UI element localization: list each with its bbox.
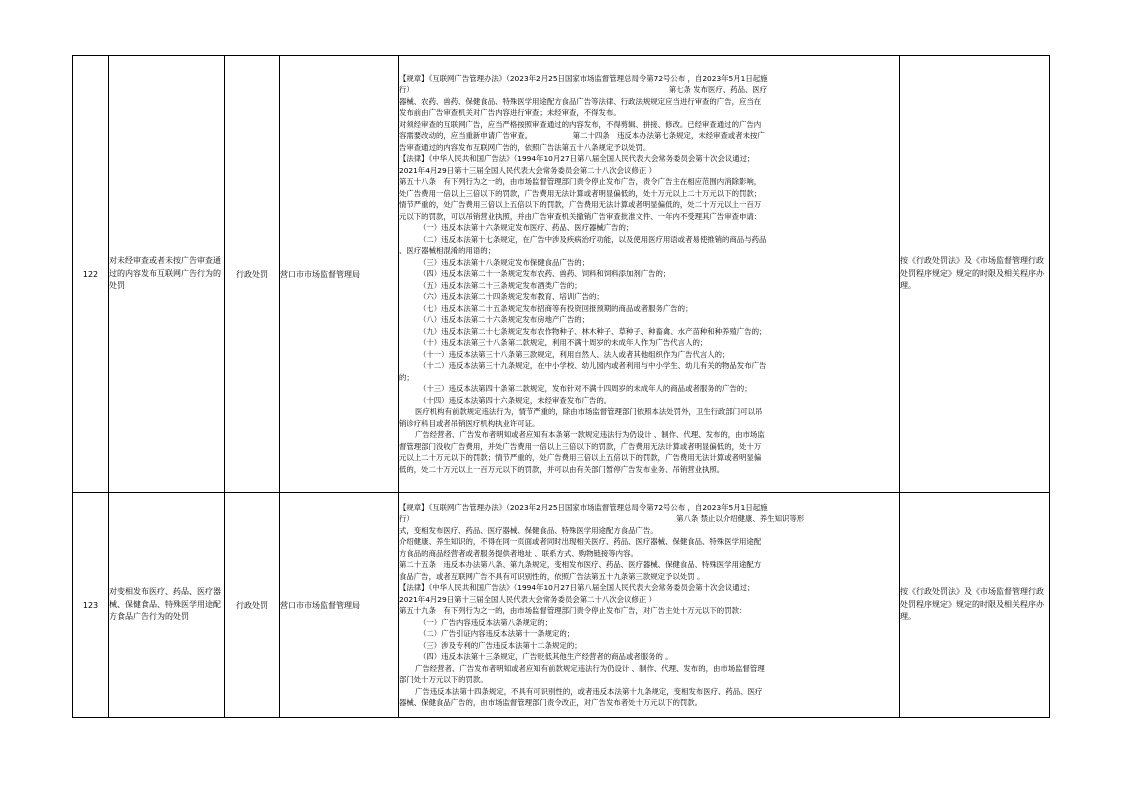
department: 营口市市场监督管理局 xyxy=(280,56,399,493)
table-row xyxy=(73,56,1050,493)
basis-line: 部门处十万元以下的罚款。 xyxy=(399,675,488,684)
basis-line: 、医疗器械相混淆的用语的； xyxy=(399,246,496,256)
basis-line: 食品广告，或者互联网广告不具有可识别性的，依照广告法第五十九条第三款规定予以处罚 。 xyxy=(399,571,705,581)
basis-line: （十四）违反本法第四十六条规定，未经审查发布广告的。 xyxy=(419,395,612,405)
basis-line: 对须经审查的互联网广告，应当严格按照审查通过的内容发布，不得剪辑、拼接、修改。已经审查通过的广告内 xyxy=(399,119,762,129)
basis-line: （四）违反本法第十三条规定，广告贬低其他生产经营者的商品或者服务的 。 xyxy=(419,652,673,661)
basis-line: （十一）违反本法第三十八条第三款规定，利用自然人、法人或者其他组织作为广告代言人的； xyxy=(419,349,730,359)
row-number: 122 xyxy=(73,56,109,493)
basis-line: （六）违反本法第二十四条规定发布教育、培训广告的； xyxy=(419,292,604,302)
basis-line: （十）违反本法第三十八条第二款规定，利用不满十周岁的未成年人作为广告代言人的； xyxy=(419,338,708,348)
basis-line: （五）违反本法第二十三条规定发布酒类广告的； xyxy=(419,280,582,290)
basis-line: （四）违反本法第二十一条规定发布农药、兽药、饲料和饲料添加剂广告的； xyxy=(419,269,671,279)
basis-line: 低的，处二十万元以上一百万元以下的罚款，并可以由有关部门暂停广告发布业务、吊销营业执照。 xyxy=(399,464,725,474)
basis-line: 广告经营者、广告发布者明知或者应知有本条第一款规定违法行为仍设计 、制作、代理、发布的，由市场监 xyxy=(415,430,765,440)
basis-line: 式，变相发布医疗、药品、医疗器械、保健食品、特殊医学用途配方食品广告。 xyxy=(399,525,658,535)
basis-line: （三）涉及专利的广告违反本法第十二条规定的； xyxy=(419,640,582,650)
basis-line: 处广告费用一倍以上三倍以下的罚款，广告费用无法计算或者明显偏低的，处十万元以上二十万元以下的罚款； xyxy=(399,188,762,198)
basis-line: 行） 第八条 禁止以介绍健康、养生知识等形 xyxy=(399,514,805,523)
basis-line: （七）违反本法第二十五条规定发布招商等有投资回报预期的商品或者服务广告的； xyxy=(419,303,693,313)
basis-line: （九）违反本法第二十七条规定发布农作物种子、林木种子、草种子、种畜禽、水产苗种和种养殖广告的； xyxy=(419,326,767,336)
item-type: 行政处罚 xyxy=(225,56,280,493)
basis-line: （一）广告内容违反本法第八条规定的； xyxy=(419,617,553,627)
basis-line: 第二十五条 违反本办法第八条、第九条规定，变相发布医疗、药品、医疗器械、保健食品、特殊医学用途配方 xyxy=(399,560,762,569)
basis-line: 方食品的商品经营者或者服务提供者地址 、联系方式、购物链接等内容。 xyxy=(399,548,638,558)
basis-line: 【法律】《中华人民共和国广告法》（1994年10月27日第八届全国人民代表大会常务委员会第十次会议通过； xyxy=(399,154,755,164)
procedure-note: 按《行政处罚法》及《市场监督管理行政处罚程序规定》规定的时限及相关程序办理。 xyxy=(900,56,1050,493)
basis-line: 器械、农药、兽药、保健食品、特殊医学用途配方食品广告等法律、行政法规规定应当进行审查的广告，应当在 xyxy=(399,96,762,106)
item-type: 行政处罚 xyxy=(225,493,280,718)
basis-line: 行） 第七条 发布医疗、药品、医疗 xyxy=(399,85,768,95)
basis-line: 销诊疗科目或者吊销医疗机构执业许可证。 xyxy=(399,418,540,428)
procedure-note: 按《行政处罚法》及《市场监督管理行政处罚程序规定》规定的时限及相关程序办理。 xyxy=(900,493,1050,718)
basis-line: 第五十九条 有下列行为之一的，由市场监督管理部门责令停止发布广告，对广告主处十万元以下的罚款： xyxy=(399,606,747,615)
basis-line: （二）广告引证内容违反本法第十一条规定的； xyxy=(419,629,575,638)
basis-line: 【法律】《中华人民共和国广告法》（1994年10月27日第八届全国人民代表大会常务委员会第十次会议通过； xyxy=(399,583,755,592)
basis-line: 发布前由广告审查机关对广告内容进行审查；未经审查，不得发布。 xyxy=(399,108,621,118)
item-name: 对变相发布医疗、药品、医疗器械、保健食品、特殊医学用途配方食品广告行为的处罚 xyxy=(109,493,225,718)
legal-basis xyxy=(399,56,900,493)
basis-line: （一）违反本法第十六条规定发布医疗、药品、医疗器械广告的； xyxy=(419,223,634,233)
basis-line: 元以上二十万元以下的罚款；情节严重的，处广告费用三倍以上五倍以下的罚款，广告费用无法计算或者明显偏 xyxy=(399,453,762,463)
basis-line: 督管理部门没收广告费用，并处广告费用一倍以上三倍以下的罚款，广告费用无法计算或者明显偏低的，处十万 xyxy=(399,441,762,451)
basis-line: （十三）违反本法第四十条第二款规定，发布针对不满十四周岁的未成年人的商品或者服务的广告的； xyxy=(419,384,752,394)
legal-basis xyxy=(399,493,900,718)
basis-line: 广告违反本法第十四条规定，不具有可识别性的，或者违反本法第十九条规定，变相发布医疗、药品、医疗 xyxy=(415,686,763,696)
basis-line: 2021年4月29日第十三届全国人民代表大会常务委员会第二十八次会议修正 ） xyxy=(399,165,656,175)
table-row xyxy=(73,493,1050,718)
item-name: 对未经审查或者未按广告审查通过的内容发布互联网广告行为的处罚 xyxy=(109,56,225,493)
basis-line: （三）违反本法第十八条规定发布保健食品广告的； xyxy=(419,257,589,267)
basis-line: 第五十八条 有下列行为之一的，由市场监督管理部门责令停止发布广告，责令广告主在相应范围内消除影响， xyxy=(399,177,762,187)
row-number: 123 xyxy=(73,493,109,718)
basis-line: （八）违反本法第二十六条规定发布房地产广告的； xyxy=(419,315,589,325)
basis-line: 介绍健康、养生知识的，不得在同一页面或者同时出现相关医疗、药品、医疗器械、保健食品、特殊医学用途配 xyxy=(399,537,762,546)
penalty-table xyxy=(72,55,1050,718)
basis-line: 容需要改动的，应当重新申请广告审查。 第二十四条 违反本办法第七条规定，未经审查或者未按广 xyxy=(399,131,765,141)
basis-line: 广告经营者、广告发布者明知或者应知有前款规定违法行为仍设计 、制作、代理、发布的，由市场监督管理 xyxy=(415,663,765,673)
basis-line: 告审查通过的内容发布互联网广告的，依照广告法第五十八条规定予以处罚。 xyxy=(399,142,651,152)
basis-line: （十二）违反本法第三十九条规定，在中小学校、幼儿园内或者利用与中小学生、幼儿有关的物品发布广告 xyxy=(419,361,767,371)
basis-line: 【规章】《互联网广告管理办法》（2023年2月25日国家市场监督管理总局令第72号公布 ，自2023年5月1日起施 xyxy=(399,502,768,512)
department: 营口市市场监督管理局 xyxy=(280,493,399,718)
basis-line: 元以下的罚款，可以吊销营业执照，并由广告审查机关撤销广告审查批准文件、一年内不受理其广告审查申请： xyxy=(399,211,762,221)
basis-line: 医疗机构有前款规定违法行为，情节严重的，除由市场监督管理部门依照本法处罚外，卫生行政部门可以吊 xyxy=(415,407,763,417)
basis-line: 情节严重的，处广告费用三倍以上五倍以下的罚款，广告费用无法计算或者明显偏低的，处二十万元以上一百万 xyxy=(399,200,762,210)
basis-line: 2021年4月29日第十三届全国人民代表大会常务委员会第二十八次会议修正 ） xyxy=(399,594,656,604)
basis-line: 的； xyxy=(399,372,414,382)
basis-line: 【规章】《互联网广告管理办法》（2023年2月25日国家市场监督管理总局令第72号公布 ，自2023年5月1日起施 xyxy=(399,73,768,83)
basis-line: （二）违反本法第十七条规定，在广告中涉及疾病治疗功能，以及使用医疗用语或者易使推销的商品与药品 xyxy=(419,234,767,244)
basis-line: 器械、保健食品广告的，由市场监督管理部门责令改正，对广告发布者处十万元以下的罚款。 xyxy=(399,698,703,707)
